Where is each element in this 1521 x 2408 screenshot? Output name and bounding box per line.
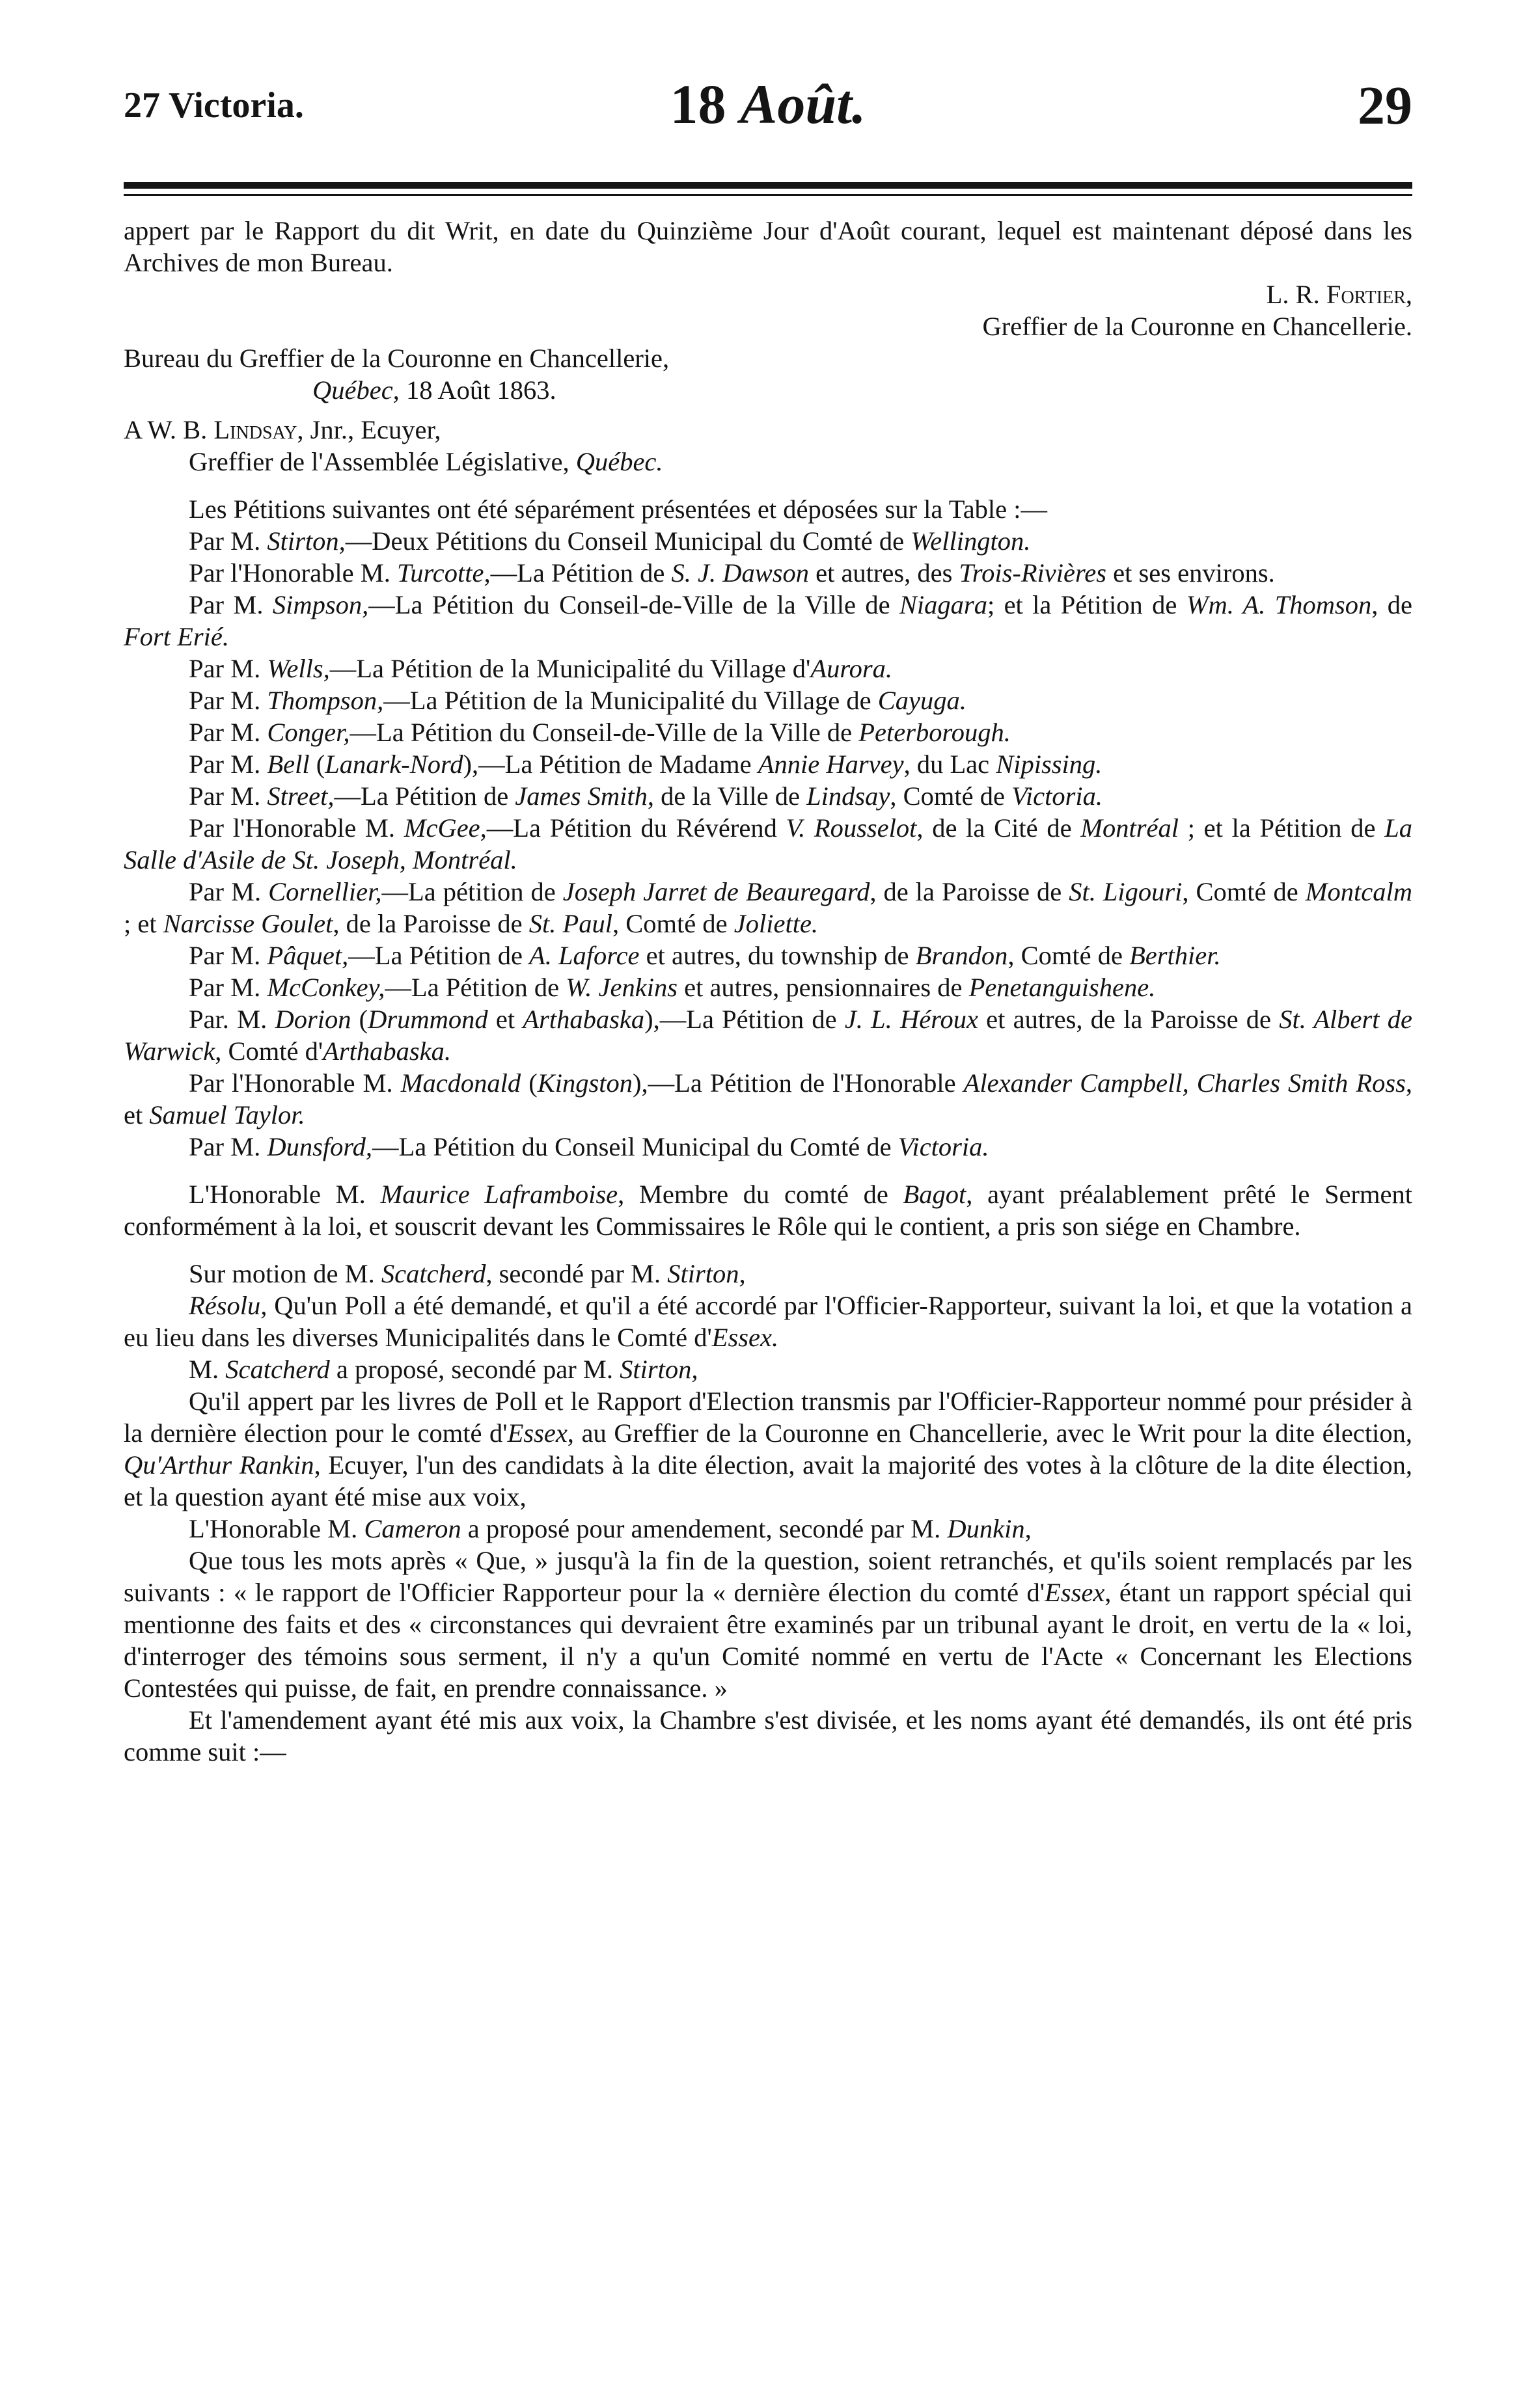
bureau-line: Bureau du Greffier de la Couronne en Chancellerie,	[124, 344, 670, 373]
page-date	[124, 72, 1412, 137]
petitions-intro: Les Pétitions suivantes ont été séparément présentées et déposées sur la Table :—	[189, 494, 1048, 524]
page-header	[124, 65, 1412, 156]
petition-item: Par. M. Dorion (Drummond et Arthabaska),—La Pétition de J. L. Héroux et autres, de la Paroisse de St. Albert de Warwick, Comté d'Arthabaska.	[124, 1005, 1412, 1066]
petition-item: Par M. Street,—La Pétition de James Smith, de la Ville de Lindsay, Comté de Victoria.	[189, 781, 1103, 811]
petition-list	[124, 525, 1412, 1163]
header-rule-thick	[124, 182, 1412, 189]
date-day: 18	[670, 73, 726, 135]
petition-item: Par M. Simpson,—La Pétition du Conseil-de-Ville de la Ville de Niagara; et la Pétition de Wm. A. Thomson, de Fort Erié.	[124, 590, 1412, 651]
propose-paragraph: M. Scatcherd a proposé, secondé par M. Stirton,	[189, 1355, 698, 1384]
petition-item: Par M. Pâquet,—La Pétition de A. Laforce et autres, du township de Brandon, Comté de Berthier.	[189, 941, 1221, 970]
quil-paragraph: Qu'il appert par les livres de Poll et le Rapport d'Election transmis par l'Officier-Rapporteur nommé pour présider à la dernière élection pour le comté d'Essex, au Greffier de la Couronne en Chancellerie, avec le Writ pour la dite élection, Qu'Arthur Rankin, Ecuyer, l'un des candidats à la dite élection, avait la majorité des votes à la clôture de la dite élection, et la question ayant été mise aux voix,	[124, 1387, 1412, 1511]
page-number: 29	[1358, 75, 1412, 136]
final-paragraph: Et l'amendement ayant été mis aux voix, la Chambre s'est divisée, et les noms ayant été demandés, ils ont été pris comme suit :—	[124, 1705, 1412, 1766]
signature-name: L. R. Fortier,	[1266, 280, 1412, 309]
addressee-title: Greffier de l'Assemblée Législative, Québec.	[189, 447, 663, 476]
petition-item: Par M. Thompson,—La Pétition de la Municipalité du Village de Cayuga.	[189, 686, 966, 715]
petition-item: Par M. Dunsford,—La Pétition du Conseil Municipal du Comté de Victoria.	[189, 1132, 989, 1161]
amendment-paragraph: Que tous les mots après « Que, » jusqu'à la fin de la question, soient retranchés, et qu'ils soient remplacés par les suivants : « le rapport de l'Officier Rapporteur pour la « dernière élection du comté d'Essex, étant un rapport spécial qui mentionne des faits et des « circonstances qui devraient être examinés par un tribunal ayant le droit, en vertu de la « loi, d'interroger des témoins sous serment, il n'y a qu'un Comité nommé en vertu de l'Acte « Concernant les Elections Contestées qui puisse, de fait, en prendre connaissance. »	[124, 1546, 1413, 1703]
session-label: 27 Victoria.	[124, 85, 304, 126]
petition-item: Par M. Stirton,—Deux Pétitions du Conseil Municipal du Comté de Wellington.	[189, 526, 1031, 556]
resolu-paragraph: Résolu, Qu'un Poll a été demandé, et qu'il a été accordé par l'Officier-Rapporteur, suivant la loi, et que la votation a eu lieu dans les diverses Municipalités dans le Comté d'Essex.	[124, 1291, 1412, 1352]
signature-title: Greffier de la Couronne en Chancellerie.	[982, 312, 1412, 341]
writ-paragraph: appert par le Rapport du dit Writ, en date du Quinzième Jour d'Août courant, lequel est maintenant déposé dans les Archives de mon Bureau.	[124, 216, 1412, 277]
place-date-line: Québec, 18 Août 1863.	[312, 375, 556, 405]
petition-item: Par l'Honorable M. Macdonald (Kingston),—La Pétition de l'Honorable Alexander Campbell, Charles Smith Ross, et Samuel Taylor.	[124, 1068, 1412, 1130]
petition-item: Par l'Honorable M. McGee,—La Pétition du Révérend V. Rousselot, de la Cité de Montréal ; et la Pétition de La Salle d'Asile de St. Joseph, Montréal.	[124, 813, 1412, 874]
laframboise-paragraph: L'Honorable M. Maurice Laframboise, Membre du comté de Bagot, ayant préalablement prêté le Serment conformément à la loi, et souscrit devant les Commissaires le Rôle qui le contient, a pris son siége en Chambre.	[124, 1180, 1412, 1241]
cameron-paragraph: L'Honorable M. Cameron a proposé pour amendement, secondé par M. Dunkin,	[189, 1514, 1032, 1543]
petition-item: Par l'Honorable M. Turcotte,—La Pétition de S. J. Dawson et autres, des Trois-Rivières et ses environs.	[189, 558, 1275, 588]
motion-paragraph: Sur motion de M. Scatcherd, secondé par M. Stirton,	[189, 1259, 746, 1288]
petition-item: Par M. Conger,—La Pétition du Conseil-de-Ville de la Ville de Peterborough.	[189, 718, 1011, 747]
petition-item: Par M. Wells,—La Pétition de la Municipalité du Village d'Aurora.	[189, 654, 892, 683]
petition-item: Par M. McConkey,—La Pétition de W. Jenkins et autres, pensionnaires de Penetanguishene.	[189, 973, 1156, 1002]
addressee-line: A W. B. Lindsay, Jnr., Ecuyer,	[124, 415, 441, 444]
petition-item: Par M. Cornellier,—La pétition de Joseph Jarret de Beauregard, de la Paroisse de St. Ligouri, Comté de Montcalm ; et Narcisse Goulet, de la Paroisse de St. Paul, Comté de Joliette.	[124, 877, 1412, 938]
petition-item: Par M. Bell (Lanark-Nord),—La Pétition de Madame Annie Harvey, du Lac Nipissing.	[189, 750, 1103, 779]
document-body	[124, 215, 1412, 1768]
date-month: Août.	[739, 73, 866, 135]
header-rule-thin	[124, 194, 1412, 196]
